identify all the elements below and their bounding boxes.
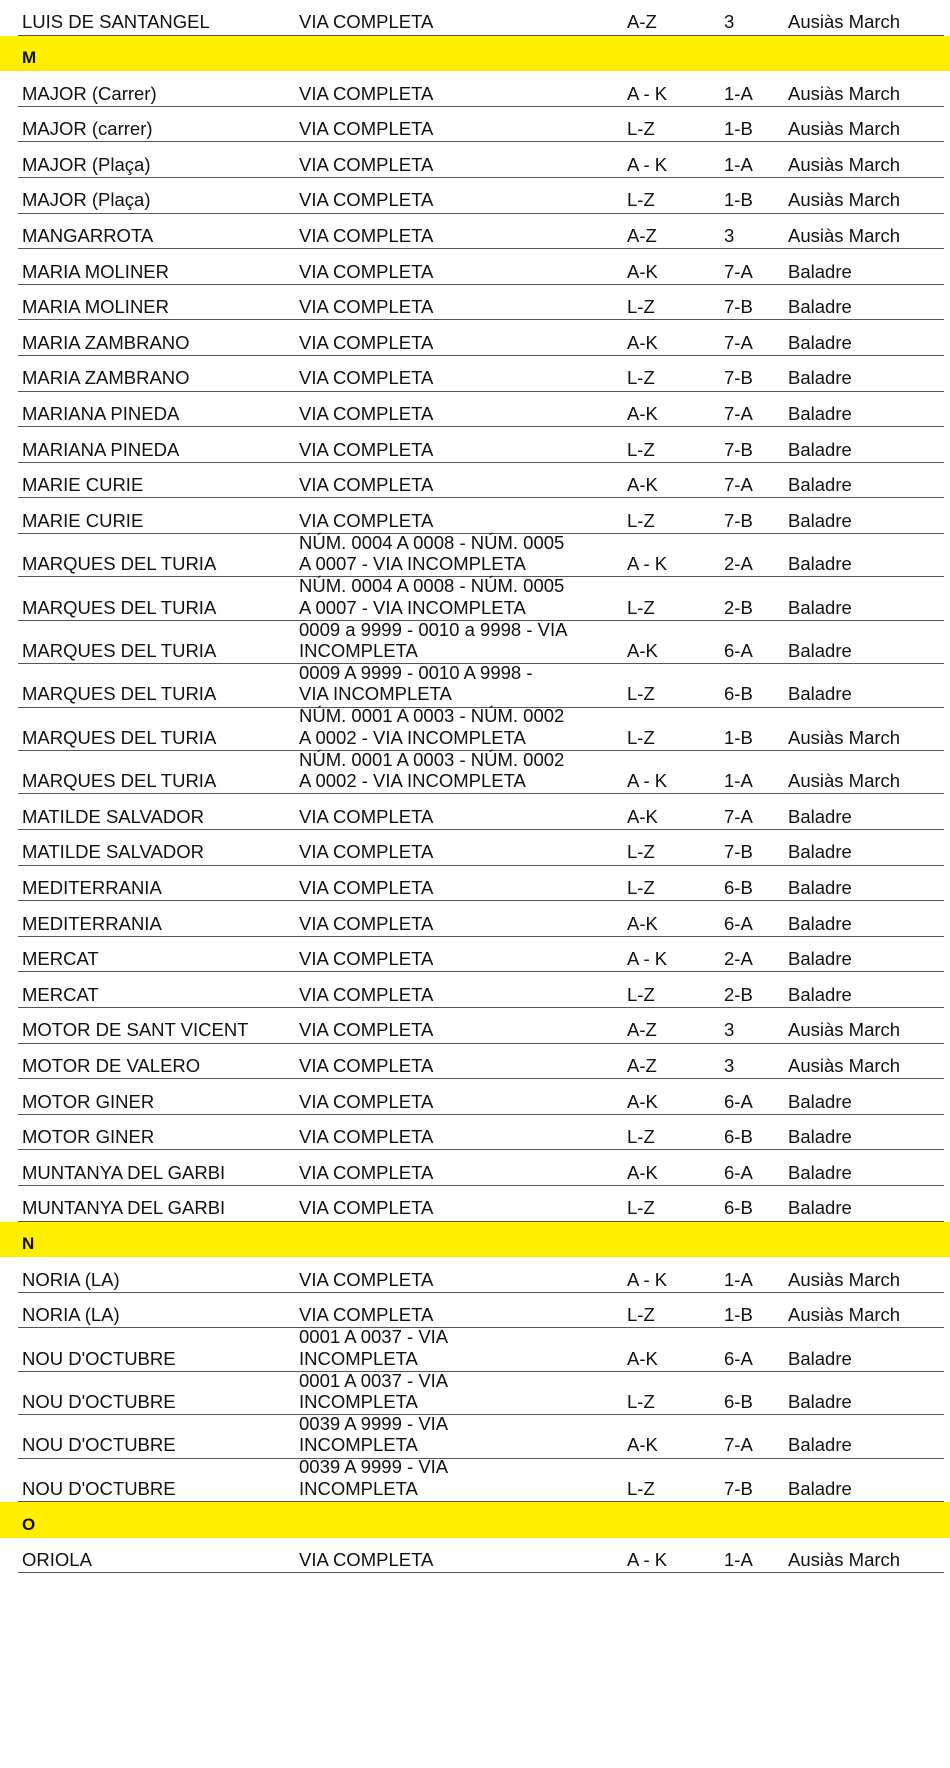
school-cell: Baladre [788,1197,852,1219]
surname-range-cell: L-Z [627,841,655,863]
table-row [18,1328,944,1371]
street-range-description-cell [299,532,564,575]
description-line: INCOMPLETA [299,1477,418,1499]
school-cell: Ausiàs March [788,189,901,211]
surname-range-cell: L-Z [627,1304,655,1326]
description-line: VIA COMPLETA [299,260,434,282]
sector-cell: 6-B [724,683,753,705]
table-row [18,1257,944,1293]
street-range-description-cell [299,154,433,175]
school-cell: Baladre [788,474,852,496]
table-row [18,0,944,36]
school-cell: Baladre [788,596,852,618]
surname-range-cell: A-K [627,260,658,282]
surname-range-cell: A-Z [627,1054,657,1076]
street-name-cell: MUNTANYA DEL GARBI [22,1161,226,1183]
surname-range-cell: A - K [627,553,668,575]
section-letter: O [22,1514,36,1534]
street-range-description-cell [299,1326,448,1369]
street-name-cell: MARIE CURIE [22,509,144,531]
sector-cell: 1-A [724,1268,753,1290]
description-line: 0039 A 9999 - VIA [299,1413,449,1435]
street-name-cell: MERCAT [22,948,99,970]
section-letter: M [22,48,37,68]
surname-range-cell: A - K [627,948,668,970]
description-line: VIA COMPLETA [299,509,434,531]
sector-cell: 6-A [724,639,753,661]
school-cell: Baladre [788,553,852,575]
description-line: INCOMPLETA [299,639,418,661]
description-line: VIA COMPLETA [299,82,434,104]
sector-cell: 2-B [724,596,753,618]
street-name-cell: MARIA ZAMBRANO [22,331,190,353]
school-cell: Baladre [788,1090,852,1112]
table-row [18,356,944,392]
description-line: VIA COMPLETA [299,1019,434,1041]
description-line: INCOMPLETA [299,1347,418,1369]
sector-cell: 7-A [724,402,753,424]
surname-range-cell: L-Z [627,726,655,748]
sector-cell: 7-A [724,331,753,353]
sector-cell: 2-A [724,948,753,970]
sector-cell: 6-A [724,1090,753,1112]
surname-range-cell: L-Z [627,1126,655,1148]
surname-range-cell: L-Z [627,118,655,140]
street-name-cell: NOU D'OCTUBRE [22,1347,176,1369]
school-cell: Ausiàs March [788,118,901,140]
sector-cell: 7-B [724,296,753,318]
description-line: VIA COMPLETA [299,296,434,318]
description-line: 0001 A 0037 - VIA [299,1369,449,1391]
surname-range-cell: A-K [627,1090,658,1112]
surname-range-cell: A-K [627,912,658,934]
surname-range-cell: L-Z [627,438,655,460]
street-name-cell: MARIA ZAMBRANO [22,367,190,389]
school-cell: Ausiàs March [788,1268,901,1290]
street-name-cell: MARQUES DEL TURIA [22,639,217,661]
table-row [18,463,944,499]
description-line: VIA COMPLETA [299,1126,434,1148]
school-cell: Ausiàs March [788,726,901,748]
street-range-description-cell [299,1304,433,1325]
surname-range-cell: L-Z [627,683,655,705]
surname-range-cell: A-K [627,1434,658,1456]
street-name-cell: MAJOR (Carrer) [22,82,157,104]
description-line: INCOMPLETA [299,1390,418,1412]
description-line: VIA COMPLETA [299,1054,434,1076]
street-name-cell: MOTOR DE VALERO [22,1054,201,1076]
letter-section-header [0,1222,950,1258]
street-name-cell: MEDITERRANIA [22,912,162,934]
school-cell: Baladre [788,402,852,424]
street-range-description-cell [299,913,433,934]
school-cell: Ausiàs March [788,770,901,792]
street-range-description-cell [299,984,433,1005]
school-cell: Baladre [788,367,852,389]
table-row [18,142,944,178]
street-name-cell: MOTOR DE SANT VICENT [22,1019,249,1041]
sector-cell: 1-B [724,726,753,748]
sector-cell: 7-A [724,805,753,827]
surname-range-cell: A-Z [627,11,657,33]
table-row [18,972,944,1008]
table-row [18,107,944,143]
street-range-description-cell [299,225,433,246]
school-cell: Baladre [788,683,852,705]
table-row [18,1293,944,1329]
table-row [18,577,944,620]
table-row [18,664,944,707]
street-range-description-cell [299,1456,448,1499]
street-range-description-cell [299,83,433,104]
description-line: VIA COMPLETA [299,1197,434,1219]
street-range-description-cell [299,619,567,662]
description-line: VIA COMPLETA [299,153,434,175]
sector-cell: 7-A [724,260,753,282]
sector-cell: 1-B [724,1304,753,1326]
sector-cell: 2-B [724,983,753,1005]
school-cell: Baladre [788,1161,852,1183]
table-row [18,1044,944,1080]
surname-range-cell: A - K [627,82,668,104]
description-line: VIA COMPLETA [299,841,434,863]
street-range-description-cell [299,403,433,424]
table-row [18,1150,944,1186]
table-row [18,1538,944,1574]
description-line: A 0007 - VIA INCOMPLETA [299,596,526,618]
street-name-cell: MOTOR GINER [22,1090,155,1112]
description-line: VIA COMPLETA [299,11,434,33]
street-name-cell: NOU D'OCTUBRE [22,1390,176,1412]
table-row [18,1456,944,1502]
street-name-cell: MUNTANYA DEL GARBI [22,1197,226,1219]
sector-cell: 2-A [724,553,753,575]
table-row [18,285,944,321]
street-range-description-cell [299,1055,433,1076]
school-cell: Baladre [788,805,852,827]
school-cell: Baladre [788,1390,852,1412]
street-name-cell: MOTOR GINER [22,1126,155,1148]
description-line: INCOMPLETA [299,1434,418,1456]
table-row [18,830,944,866]
street-name-cell: MARIA MOLINER [22,296,169,318]
surname-range-cell: A-Z [627,1019,657,1041]
street-range-description-cell [299,1019,433,1040]
description-line: VIA COMPLETA [299,402,434,424]
sector-cell: 7-A [724,474,753,496]
description-line: NÚM. 0001 A 0003 - NÚM. 0002 [299,748,565,770]
school-cell: Ausiàs March [788,1548,901,1570]
school-cell: Ausiàs March [788,224,901,246]
description-line: VIA COMPLETA [299,1268,434,1290]
description-line: VIA COMPLETA [299,983,434,1005]
description-line: VIA COMPLETA [299,1090,434,1112]
sector-cell: 3 [724,11,735,33]
surname-range-cell: L-Z [627,983,655,1005]
street-range-description-cell [299,1162,433,1183]
school-cell: Baladre [788,1126,852,1148]
school-cell: Baladre [788,1347,852,1369]
description-line: 0009 A 9999 - 0010 A 9998 - [299,662,533,684]
table-row [18,618,944,664]
street-name-cell: NOU D'OCTUBRE [22,1477,176,1499]
surname-range-cell: A-K [627,805,658,827]
table-row [18,498,944,534]
table-row [18,1008,944,1044]
school-cell: Baladre [788,983,852,1005]
sector-cell: 6-A [724,1161,753,1183]
street-range-description-cell [299,841,433,862]
street-name-cell: MERCAT [22,983,99,1005]
table-row [18,866,944,902]
surname-range-cell: L-Z [627,1390,655,1412]
school-cell: Baladre [788,948,852,970]
street-name-cell: MARQUES DEL TURIA [22,770,217,792]
surname-range-cell: A-K [627,1161,658,1183]
street-range-description-cell [299,1549,433,1570]
street-range-description-cell [299,749,564,792]
letter-section-header [0,36,950,72]
table-row [18,178,944,214]
school-cell: Baladre [788,876,852,898]
table-row [18,392,944,428]
street-name-cell: MEDITERRANIA [22,876,162,898]
street-range-description-cell [299,1370,448,1413]
description-line: VIA COMPLETA [299,367,434,389]
school-cell: Baladre [788,912,852,934]
street-range-description-cell [299,705,564,748]
street-range-description-cell [299,1197,433,1218]
sector-cell: 3 [724,1019,735,1041]
sector-cell: 6-A [724,912,753,934]
table-row [18,320,944,356]
street-range-description-cell [299,1269,433,1290]
sector-cell: 7-B [724,438,753,460]
street-range-description-cell [299,1413,448,1456]
description-line: VIA COMPLETA [299,438,434,460]
school-cell: Baladre [788,841,852,863]
school-cell: Baladre [788,260,852,282]
table-row [18,1186,944,1222]
surname-range-cell: A-K [627,402,658,424]
surname-range-cell: L-Z [627,596,655,618]
school-cell: Baladre [788,509,852,531]
street-range-description-cell [299,332,433,353]
description-line: A 0002 - VIA INCOMPLETA [299,770,526,792]
street-name-cell: ORIOLA [22,1548,92,1570]
table-row [18,794,944,830]
street-name-cell: MANGARROTA [22,224,154,246]
description-line: NÚM. 0004 A 0008 - NÚM. 0005 [299,531,565,553]
table-row [18,427,944,463]
school-cell: Ausiàs March [788,82,901,104]
sector-cell: 1-A [724,82,753,104]
sector-cell: 3 [724,224,735,246]
sector-cell: 7-B [724,1477,753,1499]
street-range-description-cell [299,189,433,210]
section-letter: N [22,1234,35,1254]
description-line: A 0002 - VIA INCOMPLETA [299,726,526,748]
street-name-cell: MATILDE SALVADOR [22,805,204,827]
description-line: 0001 A 0037 - VIA [299,1326,449,1348]
surname-range-cell: A - K [627,1268,668,1290]
description-line: VIA COMPLETA [299,331,434,353]
table-row [18,531,944,577]
school-cell: Ausiàs March [788,1304,901,1326]
letter-section-header [0,1502,950,1538]
school-cell: Baladre [788,331,852,353]
street-range-description-cell [299,367,433,388]
sector-cell: 7-B [724,509,753,531]
street-name-cell: MARQUES DEL TURIA [22,596,217,618]
surname-range-cell: A-K [627,474,658,496]
sector-cell: 7-B [724,841,753,863]
street-range-description-cell [299,806,433,827]
street-range-description-cell [299,575,564,618]
surname-range-cell: A - K [627,153,668,175]
surname-range-cell: L-Z [627,296,655,318]
street-name-cell: MARQUES DEL TURIA [22,553,217,575]
street-range-description-cell [299,261,433,282]
description-line: VIA COMPLETA [299,805,434,827]
description-line: VIA COMPLETA [299,948,434,970]
description-line: VIA COMPLETA [299,224,434,246]
school-cell: Ausiàs March [788,1019,901,1041]
sector-cell: 6-B [724,1197,753,1219]
sector-cell: 7-B [724,367,753,389]
description-line: VIA COMPLETA [299,189,434,211]
street-name-cell: MAJOR (carrer) [22,118,153,140]
school-cell: Baladre [788,639,852,661]
street-name-cell: MAJOR (Plaça) [22,153,151,175]
sector-cell: 1-A [724,770,753,792]
street-name-cell: MARIE CURIE [22,474,144,496]
description-line: A 0007 - VIA INCOMPLETA [299,553,526,575]
street-name-cell: MARIANA PINEDA [22,438,180,460]
surname-range-cell: A - K [627,1548,668,1570]
street-range-description-cell [299,118,433,139]
street-name-cell: LUIS DE SANTANGEL [22,11,210,33]
table-row [18,937,944,973]
street-name-cell: NORIA (LA) [22,1304,120,1326]
table-row [18,71,944,107]
description-line: VIA COMPLETA [299,912,434,934]
surname-range-cell: A-K [627,1347,658,1369]
school-cell: Baladre [788,1477,852,1499]
description-line: VIA COMPLETA [299,474,434,496]
surname-range-cell: L-Z [627,189,655,211]
table-row [18,1079,944,1115]
street-name-cell: MARQUES DEL TURIA [22,726,217,748]
description-line: VIA COMPLETA [299,1548,434,1570]
table-row [18,748,944,794]
sector-cell: 6-B [724,876,753,898]
surname-range-cell: L-Z [627,367,655,389]
sector-cell: 7-A [724,1434,753,1456]
table-row [18,705,944,751]
sector-cell: 3 [724,1054,735,1076]
street-range-description-cell [299,510,433,531]
street-name-cell: MARIANA PINEDA [22,402,180,424]
school-cell: Baladre [788,438,852,460]
street-range-description-cell [299,948,433,969]
surname-range-cell: A-Z [627,224,657,246]
description-line: 0009 a 9999 - 0010 a 9998 - VIA [299,618,568,640]
surname-range-cell: A-K [627,639,658,661]
surname-range-cell: L-Z [627,1477,655,1499]
description-line: 0039 A 9999 - VIA [299,1456,449,1478]
street-range-description-cell [299,439,433,460]
description-line: VIA COMPLETA [299,876,434,898]
surname-range-cell: L-Z [627,1197,655,1219]
street-name-cell: MAJOR (Plaça) [22,189,151,211]
street-range-description-cell [299,1091,433,1112]
school-cell: Baladre [788,1434,852,1456]
surname-range-cell: A-K [627,331,658,353]
sector-cell: 1-B [724,189,753,211]
street-range-description-cell [299,11,433,32]
surname-range-cell: L-Z [627,509,655,531]
school-cell: Ausiàs March [788,153,901,175]
street-range-description-cell [299,474,433,495]
street-range-description-cell [299,1126,433,1147]
sector-cell: 6-B [724,1390,753,1412]
description-line: VIA COMPLETA [299,1161,434,1183]
table-row [18,901,944,937]
table-row [18,1369,944,1415]
street-name-cell: MARQUES DEL TURIA [22,683,217,705]
table-row [18,214,944,250]
description-line: VIA COMPLETA [299,118,434,140]
school-cell: Baladre [788,296,852,318]
surname-range-cell: A - K [627,770,668,792]
street-range-description-cell [299,877,433,898]
sector-cell: 6-B [724,1126,753,1148]
description-line: NÚM. 0004 A 0008 - NÚM. 0005 [299,575,565,597]
street-name-cell: NOU D'OCTUBRE [22,1434,176,1456]
street-range-description-cell [299,296,433,317]
sector-cell: 1-B [724,118,753,140]
street-name-cell: MATILDE SALVADOR [22,841,204,863]
table-row [18,1415,944,1458]
sector-cell: 1-A [724,153,753,175]
sector-cell: 1-A [724,1548,753,1570]
description-line: VIA COMPLETA [299,1304,434,1326]
table-row [18,1115,944,1151]
description-line: VIA INCOMPLETA [299,683,452,705]
surname-range-cell: L-Z [627,876,655,898]
school-cell: Ausiàs March [788,11,901,33]
table-row [18,249,944,285]
street-name-cell: NORIA (LA) [22,1268,120,1290]
street-name-cell: MARIA MOLINER [22,260,169,282]
sector-cell: 6-A [724,1347,753,1369]
description-line: NÚM. 0001 A 0003 - NÚM. 0002 [299,705,565,727]
street-range-description-cell [299,662,533,705]
school-cell: Ausiàs March [788,1054,901,1076]
